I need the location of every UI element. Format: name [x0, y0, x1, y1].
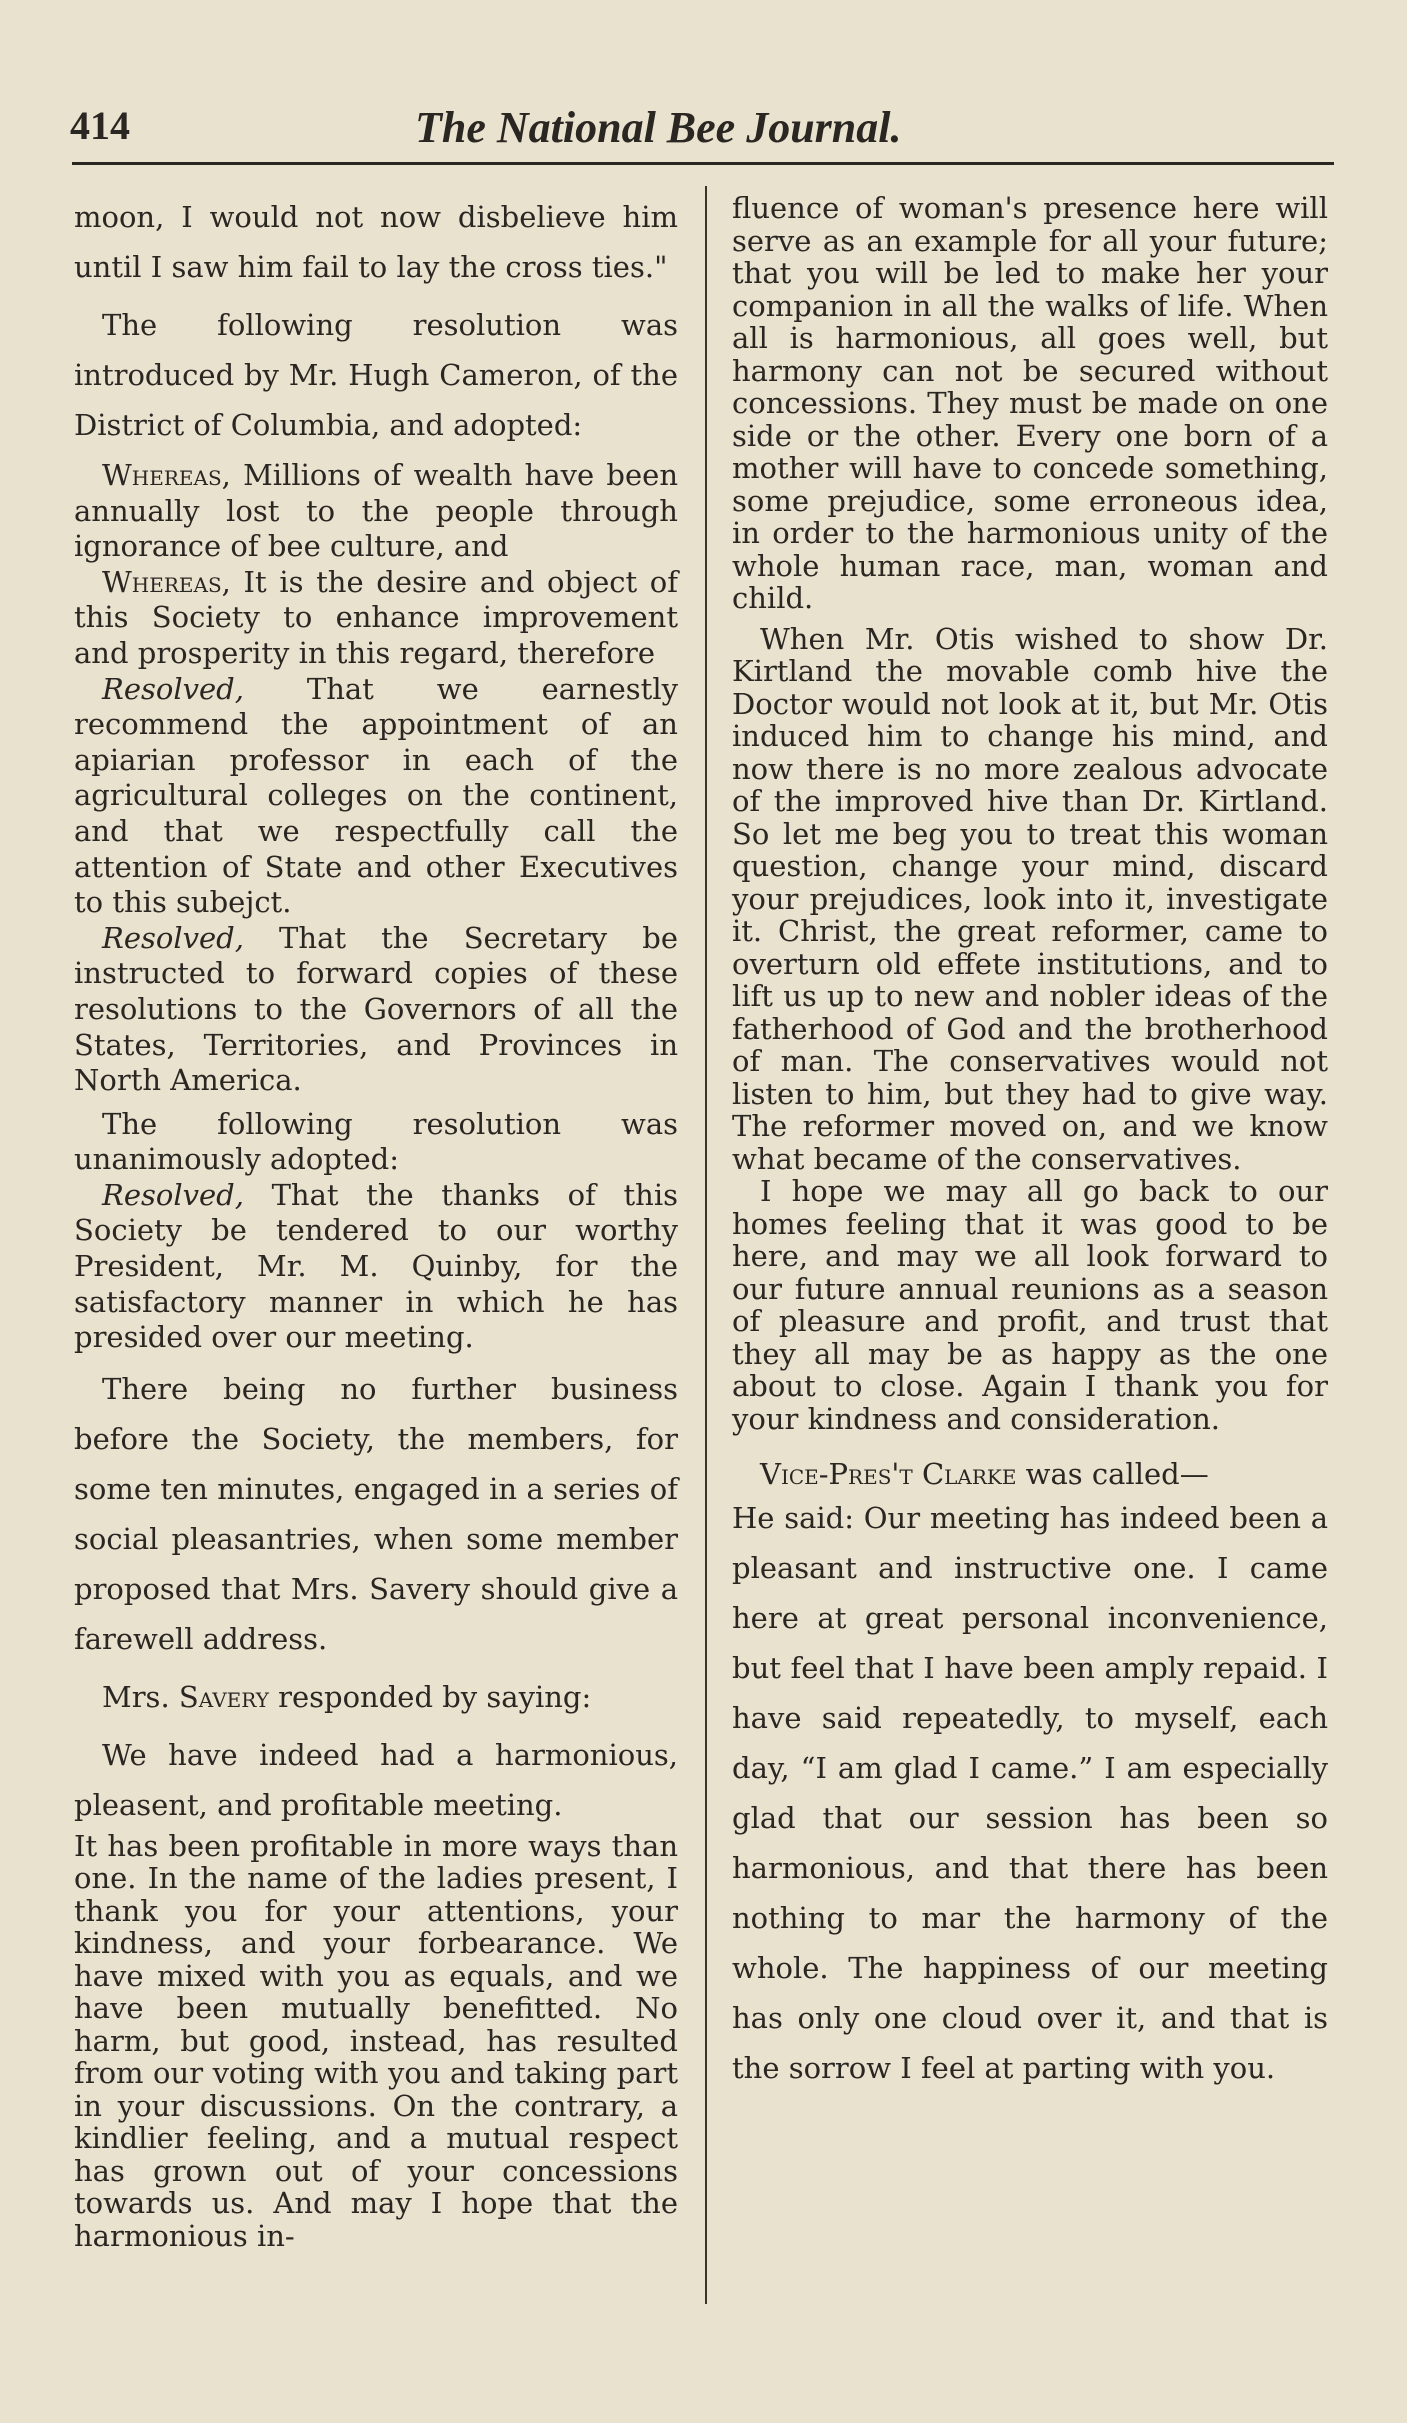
paragraph-text: Mrs. [102, 1679, 179, 1714]
paragraph: The following resolution was unanimously adopted: [74, 1106, 678, 1177]
resolved-lead: Resolved, [102, 1177, 244, 1212]
left-column [74, 192, 678, 2252]
paragraph [74, 1178, 678, 1356]
paragraph [74, 921, 678, 1099]
paragraph: When Mr. Otis wished to show Dr. Kirtland the movable comb hive the Doctor would not look at it, but Mr. Otis induced him to change his mind, and now there is no more zealous advocate of the improved hive than Dr. Kirtland. So let me beg you to treat this woman question, change your mind, discard your prejudices, look into it, investigate it. Christ, the great reformer, came to overturn old effete institutions, and to lift us up to new and nobler ideas of the fatherhood of God and the brotherhood of man. The conservatives would not listen to him, but they had to give way. The reformer moved on, and we know what became of the conservatives. [732, 621, 1328, 1176]
paragraph [74, 565, 678, 672]
paragraph-text: It is the desire and object of this Society to enhance improvement and prosperity in this regard, therefore [74, 564, 678, 670]
paragraph-text: responded by saying: [268, 1679, 592, 1714]
whereas-lead: Whereas, [102, 458, 231, 492]
paragraph-text: Millions of wealth have been annually lost to the people through ignorance of bee culture, and [74, 458, 678, 564]
speaker-name: Vice-Pres't Clarke [760, 1457, 1017, 1491]
resolved-lead: Resolved, [102, 920, 244, 955]
paragraph [74, 672, 678, 921]
column-divider [705, 186, 707, 2304]
speaker-name: Savery [178, 1679, 269, 1714]
paragraph-text: That the thanks of this Society be tendered to our worthy President, Mr. M. Quinby, for the satisfactory manner in which he has presided over our meeting. [74, 1177, 678, 1355]
paragraph: moon, I would not now disbelieve him until I saw him fail to lay the cross ties." [74, 200, 678, 284]
paragraph: The following resolution was introduced by Mr. Hugh Cameron, of the District of Columbia, and adopted: [74, 308, 678, 442]
paragraph-text: That the Secretary be instructed to forward copies of these resolutions to the Governors of all the States, Territories, and Provinces in North America. [74, 920, 678, 1098]
header-rule [72, 162, 1334, 165]
paragraph [74, 1672, 678, 1722]
paragraph [732, 1457, 1328, 1493]
page-header [70, 102, 1335, 162]
resolved-lead: Resolved, [102, 671, 244, 706]
paragraph: fluence of woman's presence here will serve as an example for all your future; that you will be led to make her your companion in all the walks of life. When all is harmonious, all goes well, but harmony can not be secured without concessions. They must be made on one side or the other. Every one born of a mother will have to concede something, some prejudice, some erroneous idea, in order to the harmonious unity of the whole human race, man, woman and child. [732, 191, 1328, 615]
paragraph-text: was called— [1016, 1457, 1209, 1491]
paragraph: It has been profitable in more ways than one. In the name of the ladies present, I thank you for your attentions, your kindness, and your forbearance. We have mixed with you as equals, and we have been mutually benefitted. No harm, but good, instead, has resulted from our voting with you and taking part in your discussions. On the contrary, a kindlier feeling, and a mutual respect has grown out of your concessions towards us. And may I hope that the harmonious in- [74, 1828, 678, 2253]
paragraph [74, 458, 678, 565]
paragraph: We have indeed had a harmonious, pleasent, and profitable meeting. [74, 1737, 678, 1822]
paragraph-text: That we earnestly recommend the appointment of an apiarian professor in each of the agricultural colleges on the continent, and that we respectfully call the attention of State and other Executives to this subejct. [74, 671, 678, 920]
paragraph: There being no further business before the Society, the members, for some ten minutes, engaged in a series of social pleasantries, when some member proposed that Mrs. Savery should give a farewell address. [74, 1371, 678, 1656]
right-column [732, 192, 1328, 2093]
page-number: 414 [70, 103, 130, 148]
journal-title: The National Bee Journal. [415, 103, 902, 152]
paragraph: He said: Our meeting has indeed been a pleasant and instructive one. I came here at great personal inconvenience, but feel that I have been amply repaid. I have said repeatedly, to myself, each day, “I am glad I came.” I am especially glad that our session has been so harmonious, and that there has been nothing to mar the harmony of the whole. The happiness of our meeting has only one cloud over it, and that is the sorrow I feel at parting with you. [732, 1500, 1328, 2085]
paragraph: I hope we may all go back to our homes feeling that it was good to be here, and may we all look forward to our future annual reunions as a season of pleasure and profit, and trust that they all may be as happy as the one about to close. Again I thank you for your kindness and consideration. [732, 1174, 1328, 1436]
whereas-lead: Whereas, [102, 564, 231, 599]
